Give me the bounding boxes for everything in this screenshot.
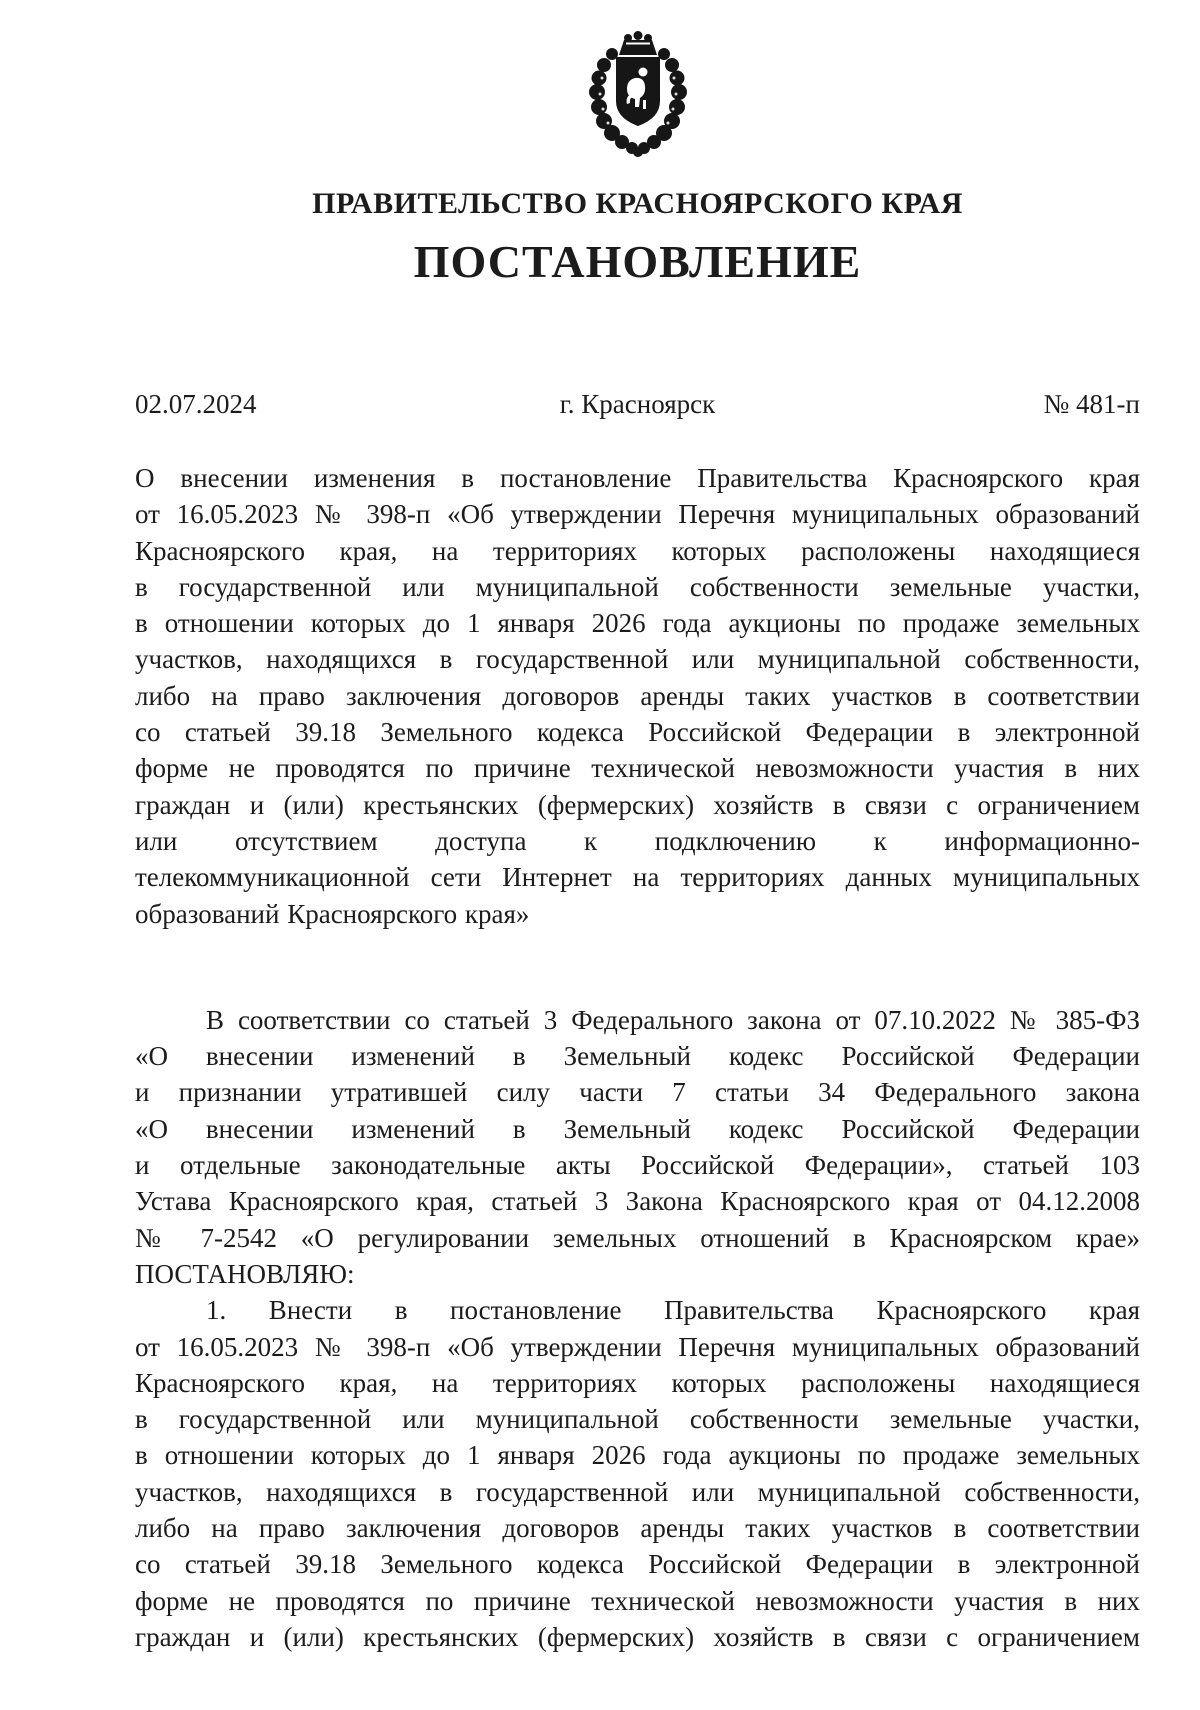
text-line: граждан и (или) крестьянских (фермерских) хозяйств в связи с ограничением bbox=[135, 789, 1140, 820]
text-line: форме не проводятся по причине технической невозможности участия в них bbox=[135, 753, 1140, 784]
text-line: образований Красноярского края» bbox=[135, 898, 530, 929]
text-line: 1. Внести в постановление Правительства Красноярского края bbox=[206, 1295, 1140, 1326]
text-line: от 16.05.2023 № 398-п «Об утверждении Перечня муниципальных образований bbox=[135, 1331, 1140, 1362]
text-line: «О внесении изменений в Земельный кодекс Российской Федерации bbox=[135, 1041, 1140, 1072]
text-line: участков, находящихся в государственной или муниципальной собственности, bbox=[135, 1476, 1140, 1507]
text-line: либо на право заключения договоров аренды таких участков в соответствии bbox=[135, 680, 1140, 711]
text-line: от 16.05.2023 № 398-п «Об утверждении Перечня муниципальных образований bbox=[135, 499, 1140, 530]
doc-date: 02.07.2024 bbox=[135, 389, 257, 419]
text-line: № 7-2542 «О регулировании земельных отношений в Красноярском крае» bbox=[135, 1222, 1140, 1253]
text-line: В соответствии со статьей 3 Федерального закона от 07.10.2022 № 385-ФЗ bbox=[206, 1004, 1140, 1035]
text-line: «О внесении изменений в Земельный кодекс Российской Федерации bbox=[135, 1113, 1140, 1144]
doc-number: № 481-п bbox=[1043, 389, 1140, 419]
text-line: О внесении изменения в постановление Правительства Красноярского края bbox=[135, 463, 1140, 493]
text-line: со статьей 39.18 Земельного кодекса Российской Федерации в электронной bbox=[135, 1549, 1140, 1580]
document-body bbox=[135, 460, 1140, 1655]
organization-name: ПРАВИТЕЛЬСТВО КРАСНОЯРСКОГО КРАЯ bbox=[312, 187, 963, 220]
text-line: граждан и (или) крестьянских (фермерских) хозяйств в связи с ограничением bbox=[135, 1621, 1140, 1652]
text-line: либо на право заключения договоров аренды таких участков в соответствии bbox=[135, 1513, 1140, 1544]
text-line: в государственной или муниципальной собственности земельные участки, bbox=[135, 1404, 1140, 1435]
text-line: со статьей 39.18 Земельного кодекса Российской Федерации в электронной bbox=[135, 717, 1140, 748]
paragraph-item-1 bbox=[135, 1292, 1140, 1655]
text-line: или отсутствием доступа к подключению к информационно- bbox=[135, 825, 1140, 856]
text-line: в государственной или муниципальной собственности земельные участки, bbox=[135, 571, 1140, 602]
text-line: участков, находящихся в государственной или муниципальной собственности, bbox=[135, 644, 1140, 675]
meta-row bbox=[135, 386, 1140, 422]
document-type-title: ПОСТАНОВЛЕНИЕ bbox=[413, 236, 862, 287]
text-line: телекоммуникационной сети Интернет на территориях данных муниципальных bbox=[135, 862, 1140, 893]
doc-place: г. Красноярск bbox=[559, 389, 716, 419]
text-line: форме не проводятся по причине технической невозможности участия в них bbox=[135, 1585, 1140, 1616]
text-line: ПОСТАНОВЛЯЮ: bbox=[135, 1258, 355, 1289]
text-line: и отдельные законодательные акты Российской Федерации», статьей 103 bbox=[135, 1150, 1140, 1181]
coat-of-arms-icon bbox=[586, 30, 690, 158]
text-line: Красноярского края, на территориях которых расположены находящиеся bbox=[135, 1367, 1140, 1398]
paragraph-resolution-word bbox=[135, 1256, 1140, 1292]
paragraph-preamble bbox=[135, 1002, 1140, 1256]
text-line: Устава Красноярского края, статьей 3 Закона Красноярского края от 04.12.2008 bbox=[135, 1186, 1140, 1217]
text-line: в отношении которых до 1 января 2026 года аукционы по продаже земельных bbox=[135, 608, 1140, 639]
text-line: и признании утратившей силу части 7 статьи 34 Федерального закона bbox=[135, 1077, 1140, 1108]
text-line: Красноярского края, на территориях которых расположены находящиеся bbox=[135, 535, 1140, 566]
paragraph-subject bbox=[135, 460, 1140, 932]
text-line: в отношении которых до 1 января 2026 года аукционы по продаже земельных bbox=[135, 1440, 1140, 1471]
